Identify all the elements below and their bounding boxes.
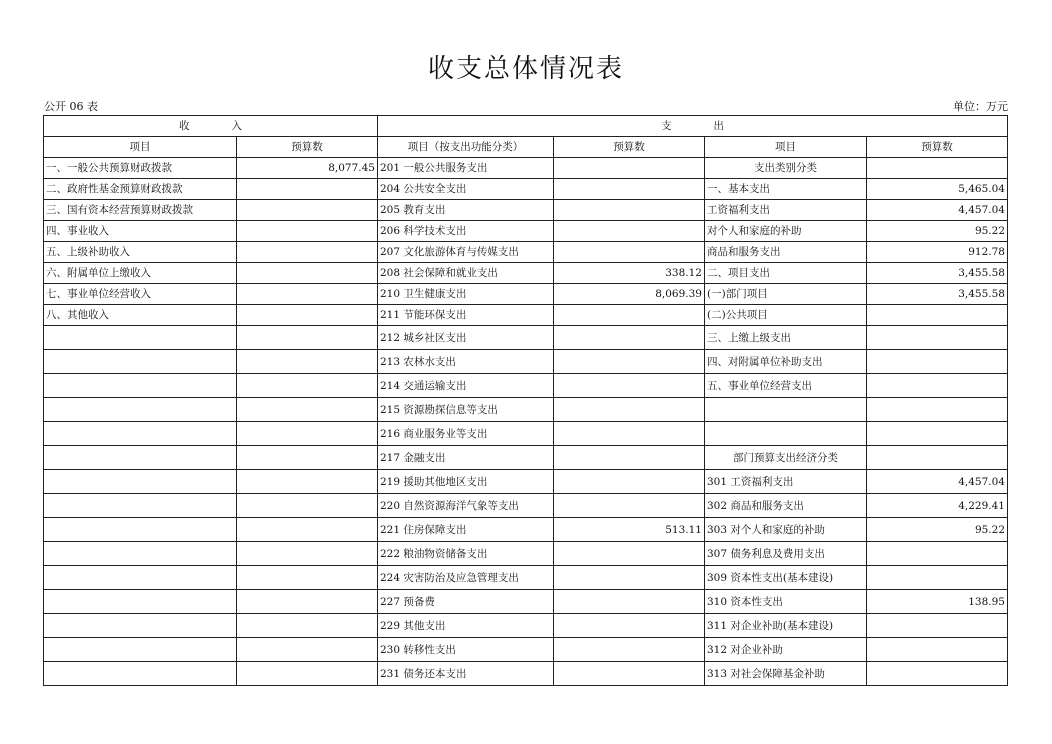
expense-budget-cell xyxy=(867,374,1008,398)
function-item-cell: 224 灾害防治及应急管理支出 xyxy=(378,566,554,590)
expense-item-cell: 商品和服务支出 xyxy=(705,242,867,263)
income-budget-cell xyxy=(237,179,378,200)
income-item-cell xyxy=(44,422,237,446)
expense-item-cell: 301 工资福利支出 xyxy=(705,470,867,494)
table-row xyxy=(44,470,1008,494)
function-item-cell: 212 城乡社区支出 xyxy=(378,326,554,350)
expense-item-cell: 302 商品和服务支出 xyxy=(705,494,867,518)
expense-item-cell: 309 资本性支出(基本建设) xyxy=(705,566,867,590)
income-item-cell: 一、一般公共预算财政拨款 xyxy=(44,158,237,179)
expense-budget-cell: 4,229.41 xyxy=(867,494,1008,518)
income-budget-cell xyxy=(237,374,378,398)
function-item-cell: 214 交通运输支出 xyxy=(378,374,554,398)
income-budget-cell xyxy=(237,638,378,662)
function-item-cell: 215 资源勘探信息等支出 xyxy=(378,398,554,422)
income-item-cell xyxy=(44,446,237,470)
table-row xyxy=(44,263,1008,284)
income-item-cell xyxy=(44,566,237,590)
function-budget-cell xyxy=(554,374,705,398)
function-item-cell: 206 科学技术支出 xyxy=(378,221,554,242)
income-budget-cell: 8,077.45 xyxy=(237,158,378,179)
function-budget-cell xyxy=(554,200,705,221)
budget-table xyxy=(43,115,1008,686)
function-budget-cell xyxy=(554,542,705,566)
function-item-cell: 227 预备费 xyxy=(378,590,554,614)
expense-budget-cell: 5,465.04 xyxy=(867,179,1008,200)
function-item-cell: 210 卫生健康支出 xyxy=(378,284,554,305)
expense-item-cell: 311 对企业补助(基本建设) xyxy=(705,614,867,638)
income-budget-cell xyxy=(237,221,378,242)
income-budget-cell xyxy=(237,284,378,305)
table-row xyxy=(44,305,1008,326)
table-row xyxy=(44,614,1008,638)
function-budget-cell xyxy=(554,614,705,638)
table-row xyxy=(44,284,1008,305)
expense-item-cell: 312 对企业补助 xyxy=(705,638,867,662)
expense-budget-cell: 95.22 xyxy=(867,518,1008,542)
income-budget-cell xyxy=(237,305,378,326)
table-row xyxy=(44,350,1008,374)
expense-budget-cell xyxy=(867,398,1008,422)
income-item-cell xyxy=(44,494,237,518)
function-budget-cell xyxy=(554,398,705,422)
expense-budget-cell: 4,457.04 xyxy=(867,200,1008,221)
income-budget-cell xyxy=(237,542,378,566)
income-item-cell xyxy=(44,590,237,614)
function-budget-cell xyxy=(554,662,705,686)
expense-item-cell: 313 对社会保障基金补助 xyxy=(705,662,867,686)
expense-budget-cell xyxy=(867,326,1008,350)
function-budget-cell xyxy=(554,179,705,200)
function-item-cell: 216 商业服务业等支出 xyxy=(378,422,554,446)
function-item-cell: 221 住房保障支出 xyxy=(378,518,554,542)
income-item-cell: 七、事业单位经营收入 xyxy=(44,284,237,305)
table-row xyxy=(44,590,1008,614)
expense-budget-cell xyxy=(867,638,1008,662)
function-budget-cell xyxy=(554,590,705,614)
table-row xyxy=(44,662,1008,686)
expense-item-cell xyxy=(705,422,867,446)
income-budget-cell xyxy=(237,566,378,590)
expense-item-cell: 工资福利支出 xyxy=(705,200,867,221)
income-budget-cell xyxy=(237,398,378,422)
expense-budget-cell xyxy=(867,614,1008,638)
income-item-cell: 三、国有资本经营预算财政拨款 xyxy=(44,200,237,221)
income-item-cell xyxy=(44,518,237,542)
income-item-cell xyxy=(44,350,237,374)
income-item-cell xyxy=(44,374,237,398)
income-budget-cell xyxy=(237,662,378,686)
function-item-cell: 208 社会保障和就业支出 xyxy=(378,263,554,284)
expense-item-cell: 支出类别分类 xyxy=(705,158,867,179)
function-budget-cell xyxy=(554,221,705,242)
function-item-cell: 229 其他支出 xyxy=(378,614,554,638)
function-item-cell: 205 教育支出 xyxy=(378,200,554,221)
expense-item-cell: 五、事业单位经营支出 xyxy=(705,374,867,398)
function-item-cell: 217 金融支出 xyxy=(378,446,554,470)
expense-budget-cell xyxy=(867,350,1008,374)
income-section-header: 收 入 xyxy=(44,116,378,137)
function-item-cell: 230 转移性支出 xyxy=(378,638,554,662)
table-row xyxy=(44,179,1008,200)
expense-item-cell: 二、项目支出 xyxy=(705,263,867,284)
income-budget-cell xyxy=(237,590,378,614)
function-item-cell: 211 节能环保支出 xyxy=(378,305,554,326)
income-item-cell xyxy=(44,398,237,422)
income-budget-cell xyxy=(237,326,378,350)
function-item-cell: 219 援助其他地区支出 xyxy=(378,470,554,494)
income-budget-cell xyxy=(237,614,378,638)
expense-budget-cell xyxy=(867,542,1008,566)
income-budget-cell xyxy=(237,200,378,221)
function-budget-cell xyxy=(554,638,705,662)
col-header-item: 项目 xyxy=(44,137,237,158)
expense-item-cell: (二)公共项目 xyxy=(705,305,867,326)
income-item-cell: 八、其他收入 xyxy=(44,305,237,326)
function-item-cell: 222 粮油物资储备支出 xyxy=(378,542,554,566)
expense-item-cell: 307 债务利息及费用支出 xyxy=(705,542,867,566)
income-item-cell: 二、政府性基金预算财政拨款 xyxy=(44,179,237,200)
expense-budget-cell: 4,457.04 xyxy=(867,470,1008,494)
table-row xyxy=(44,326,1008,350)
expense-budget-cell xyxy=(867,305,1008,326)
expense-item-cell: 303 对个人和家庭的补助 xyxy=(705,518,867,542)
function-item-cell: 207 文化旅游体育与传媒支出 xyxy=(378,242,554,263)
function-item-cell: 213 农林水支出 xyxy=(378,350,554,374)
expense-budget-cell: 3,455.58 xyxy=(867,263,1008,284)
income-item-cell xyxy=(44,470,237,494)
expense-budget-cell xyxy=(867,566,1008,590)
income-budget-cell xyxy=(237,242,378,263)
expense-item-cell: 三、上缴上级支出 xyxy=(705,326,867,350)
form-number: 公开 06 表 xyxy=(44,100,98,113)
function-budget-cell xyxy=(554,422,705,446)
table-row xyxy=(44,242,1008,263)
function-budget-cell xyxy=(554,158,705,179)
function-budget-cell: 513.11 xyxy=(554,518,705,542)
col-header-budget: 预算数 xyxy=(237,137,378,158)
income-budget-cell xyxy=(237,518,378,542)
unit-label: 单位：万元 xyxy=(953,100,1008,113)
function-item-cell: 204 公共安全支出 xyxy=(378,179,554,200)
col-header-budget-3: 预算数 xyxy=(867,137,1008,158)
function-budget-cell: 338.12 xyxy=(554,263,705,284)
expense-item-cell xyxy=(705,398,867,422)
income-item-cell xyxy=(44,662,237,686)
function-budget-cell xyxy=(554,446,705,470)
function-item-cell: 220 自然资源海洋气象等支出 xyxy=(378,494,554,518)
expense-budget-cell: 912.78 xyxy=(867,242,1008,263)
col-header-item-2: 项目 xyxy=(705,137,867,158)
function-item-cell: 231 债务还本支出 xyxy=(378,662,554,686)
table-row xyxy=(44,158,1008,179)
function-budget-cell xyxy=(554,350,705,374)
income-budget-cell xyxy=(237,263,378,284)
expense-item-cell: (一)部门项目 xyxy=(705,284,867,305)
expense-budget-cell xyxy=(867,422,1008,446)
income-budget-cell xyxy=(237,350,378,374)
expense-budget-cell xyxy=(867,662,1008,686)
function-budget-cell xyxy=(554,470,705,494)
table-row xyxy=(44,200,1008,221)
income-budget-cell xyxy=(237,494,378,518)
income-budget-cell xyxy=(237,422,378,446)
expense-budget-cell xyxy=(867,446,1008,470)
income-item-cell: 六、附属单位上缴收入 xyxy=(44,263,237,284)
table-row xyxy=(44,446,1008,470)
table-row xyxy=(44,221,1008,242)
expense-item-cell: 部门预算支出经济分类 xyxy=(705,446,867,470)
expense-item-cell: 一、基本支出 xyxy=(705,179,867,200)
table-row xyxy=(44,494,1008,518)
table-row xyxy=(44,566,1008,590)
income-item-cell xyxy=(44,326,237,350)
table-row xyxy=(44,518,1008,542)
table-row xyxy=(44,638,1008,662)
income-item-cell xyxy=(44,542,237,566)
income-item-cell xyxy=(44,638,237,662)
expense-budget-cell: 138.95 xyxy=(867,590,1008,614)
income-item-cell xyxy=(44,614,237,638)
function-budget-cell xyxy=(554,326,705,350)
expense-section-header: 支 出 xyxy=(378,116,1008,137)
col-header-function: 项目（按支出功能分类） xyxy=(378,137,554,158)
function-budget-cell xyxy=(554,242,705,263)
function-budget-cell: 8,069.39 xyxy=(554,284,705,305)
function-item-cell: 201 一般公共服务支出 xyxy=(378,158,554,179)
expense-budget-cell: 95.22 xyxy=(867,221,1008,242)
function-budget-cell xyxy=(554,494,705,518)
expense-item-cell: 对个人和家庭的补助 xyxy=(705,221,867,242)
page-title: 收支总体情况表 xyxy=(427,54,624,84)
col-header-budget-2: 预算数 xyxy=(554,137,705,158)
income-item-cell: 四、事业收入 xyxy=(44,221,237,242)
expense-budget-cell: 3,455.58 xyxy=(867,284,1008,305)
expense-budget-cell xyxy=(867,158,1008,179)
income-item-cell: 五、上级补助收入 xyxy=(44,242,237,263)
table-row xyxy=(44,422,1008,446)
expense-item-cell: 四、对附属单位补助支出 xyxy=(705,350,867,374)
table-row xyxy=(44,542,1008,566)
table-row xyxy=(44,374,1008,398)
income-budget-cell xyxy=(237,446,378,470)
income-budget-cell xyxy=(237,470,378,494)
function-budget-cell xyxy=(554,566,705,590)
expense-item-cell: 310 资本性支出 xyxy=(705,590,867,614)
function-budget-cell xyxy=(554,305,705,326)
table-row xyxy=(44,398,1008,422)
